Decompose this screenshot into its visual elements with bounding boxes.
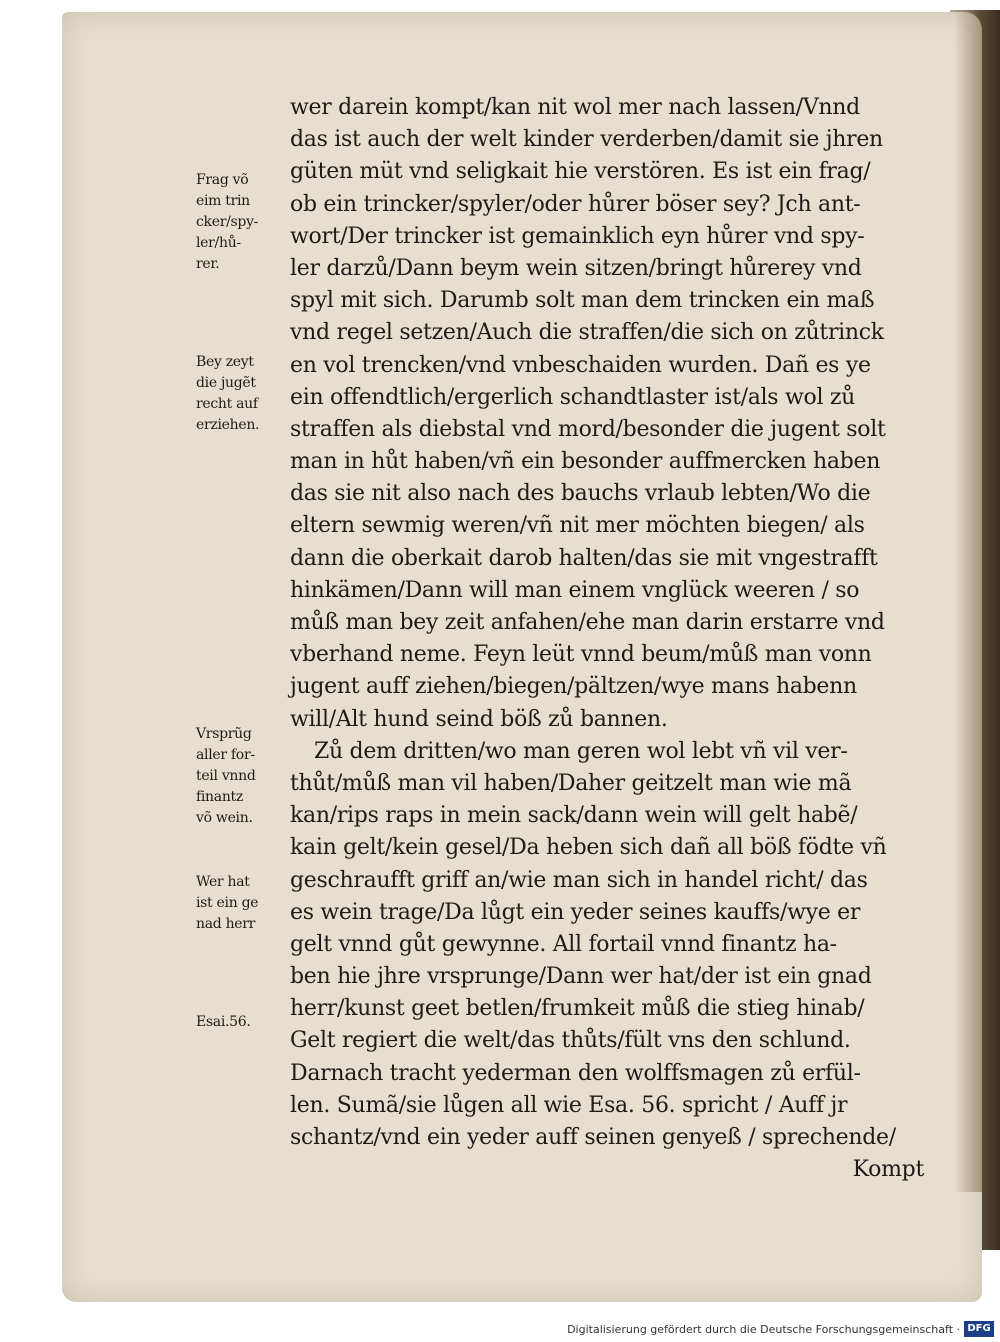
text-line: jugent auff ziehen/biegen/pältzen/wye mans habenn bbox=[290, 674, 857, 700]
text-line: můß man bey zeit anfahen/ehe man darin erstarre vnd bbox=[290, 610, 885, 635]
page-shadow-edge bbox=[954, 12, 982, 1192]
text-line: dann die oberkait darob halten/das sie mit vngestrafft bbox=[290, 545, 878, 571]
margin-note-bey-zeyt bbox=[196, 352, 288, 436]
text-line: kain gelt/kein gesel/Da heben sich dañ all böß födte vñ bbox=[290, 835, 887, 861]
text-line: ob ein trincker/spyler/oder hůrer böser sey? Jch ant- bbox=[290, 191, 861, 217]
catchword: Kompt bbox=[852, 1157, 924, 1183]
text-line: en vol trencken/vnd vnbeschaiden wurden. Dañ es ye bbox=[290, 352, 871, 378]
margin-note-line: finantz bbox=[196, 789, 243, 805]
text-line: len. Sumã/sie lůgen all wie Esa. 56. spricht / Auff jr bbox=[290, 1092, 848, 1118]
margin-note-line: nad herr bbox=[196, 916, 256, 932]
margin-note-line: Wer hat bbox=[196, 874, 250, 890]
text-line: es wein trage/Da lůgt ein yeder seines kauffs/wye er bbox=[290, 899, 861, 925]
margin-note-vrsprung bbox=[196, 724, 288, 829]
text-line: hinkämen/Dann will man einem vnglück weeren / so bbox=[290, 577, 860, 603]
margin-note-line: Esai.56. bbox=[196, 1014, 251, 1030]
text-line: güten müt vnd seligkait hie verstören. Es ist ein frag/ bbox=[290, 159, 871, 185]
text-line: vnd regel setzen/Auch die straffen/die sich on zůtrinck bbox=[290, 320, 884, 346]
margin-note-line: recht auf bbox=[196, 396, 258, 412]
funding-credit: Digitalisierung gefördert durch die Deutsche Forschungsgemeinschaft · bbox=[567, 1323, 960, 1336]
dfg-logo-icon: DFG bbox=[964, 1321, 994, 1337]
text-line: geschraufft griff an/wie man sich in handel richt/ das bbox=[290, 867, 868, 893]
text-line: will/Alt hund seind böß zů bannen. bbox=[290, 706, 668, 732]
text-line: ben hie jhre vrsprunge/Dann wer hat/der ist ein gnad bbox=[290, 964, 872, 990]
margin-note-line: ist ein ge bbox=[196, 895, 259, 911]
margin-note-line: erziehen. bbox=[196, 417, 260, 433]
margin-note-line: eim trin bbox=[196, 193, 250, 209]
margin-note-line: rer. bbox=[196, 256, 220, 272]
text-line: spyl mit sich. Darumb solt man dem trincken ein maß bbox=[290, 288, 875, 314]
margin-note-line: teil vnnd bbox=[196, 768, 256, 784]
text-line: herr/kunst geet betlen/frumkeit můß die stieg hinab/ bbox=[290, 996, 865, 1022]
body-text bbox=[290, 92, 930, 1186]
text-line: wer darein kompt/kan nit wol mer nach lassen/Vnnd bbox=[290, 95, 860, 120]
text-line: Gelt regiert die welt/das thůts/fült vns den schlund. bbox=[290, 1028, 851, 1054]
text-line: straffen als diebstal vnd mord/besonder die jugent solt bbox=[290, 416, 886, 442]
margin-note-esai bbox=[196, 1012, 288, 1033]
text-line: man in hůt haben/vñ ein besonder auffmercken haben bbox=[290, 449, 881, 475]
text-line: eltern sewmig weren/vñ nit mer möchten biegen/ als bbox=[290, 513, 865, 539]
margin-note-line: Bey zeyt bbox=[196, 354, 254, 370]
text-line: thůt/můß man vil haben/Daher geitzelt man wie mã bbox=[290, 770, 852, 796]
text-line: das sie nit also nach des bauchs vrlaub lebten/Wo die bbox=[290, 481, 871, 507]
text-line: gelt vnnd gůt gewynne. All fortail vnnd finantz ha- bbox=[290, 931, 837, 957]
margin-note-line: cker/spy- bbox=[196, 214, 259, 230]
margin-note-line: Frag võ bbox=[196, 172, 249, 188]
margin-note-line: Vrsprũg bbox=[196, 726, 252, 742]
text-line: schantz/vnd ein yeder auff seinen genyeß / sprechende/ bbox=[290, 1125, 896, 1150]
text-line: ler darzů/Dann beym wein sitzen/bringt hůrerey vnd bbox=[290, 255, 862, 281]
margin-note-line: aller for- bbox=[196, 747, 255, 763]
margin-note-line: die jugẽt bbox=[196, 375, 256, 391]
margin-note-line: võ wein. bbox=[196, 810, 253, 826]
text-line: Darnach tracht yederman den wolffsmagen zů erfül- bbox=[290, 1060, 861, 1086]
text-line-paragraph-start: Zů dem dritten/wo man geren wol lebt vñ vil ver- bbox=[314, 738, 848, 764]
margin-note-line: ler/hů- bbox=[196, 235, 241, 251]
text-line: kan/rips raps in mein sack/dann wein will gelt habẽ/ bbox=[290, 803, 858, 829]
text-line: ein offendtlich/ergerlich schandtlaster ist/als wol zů bbox=[290, 384, 856, 410]
footer-bar bbox=[0, 1318, 1000, 1342]
text-line: wort/Der trincker ist gemainklich eyn hůrer vnd spy- bbox=[290, 223, 865, 249]
margin-note-frag bbox=[196, 170, 288, 275]
text-line: das ist auch der welt kinder verderben/damit sie jhren bbox=[290, 127, 883, 153]
text-line: vberhand neme. Feyn leüt vnnd beum/můß man vonn bbox=[290, 642, 872, 668]
margin-note-wer-hat bbox=[196, 872, 288, 935]
